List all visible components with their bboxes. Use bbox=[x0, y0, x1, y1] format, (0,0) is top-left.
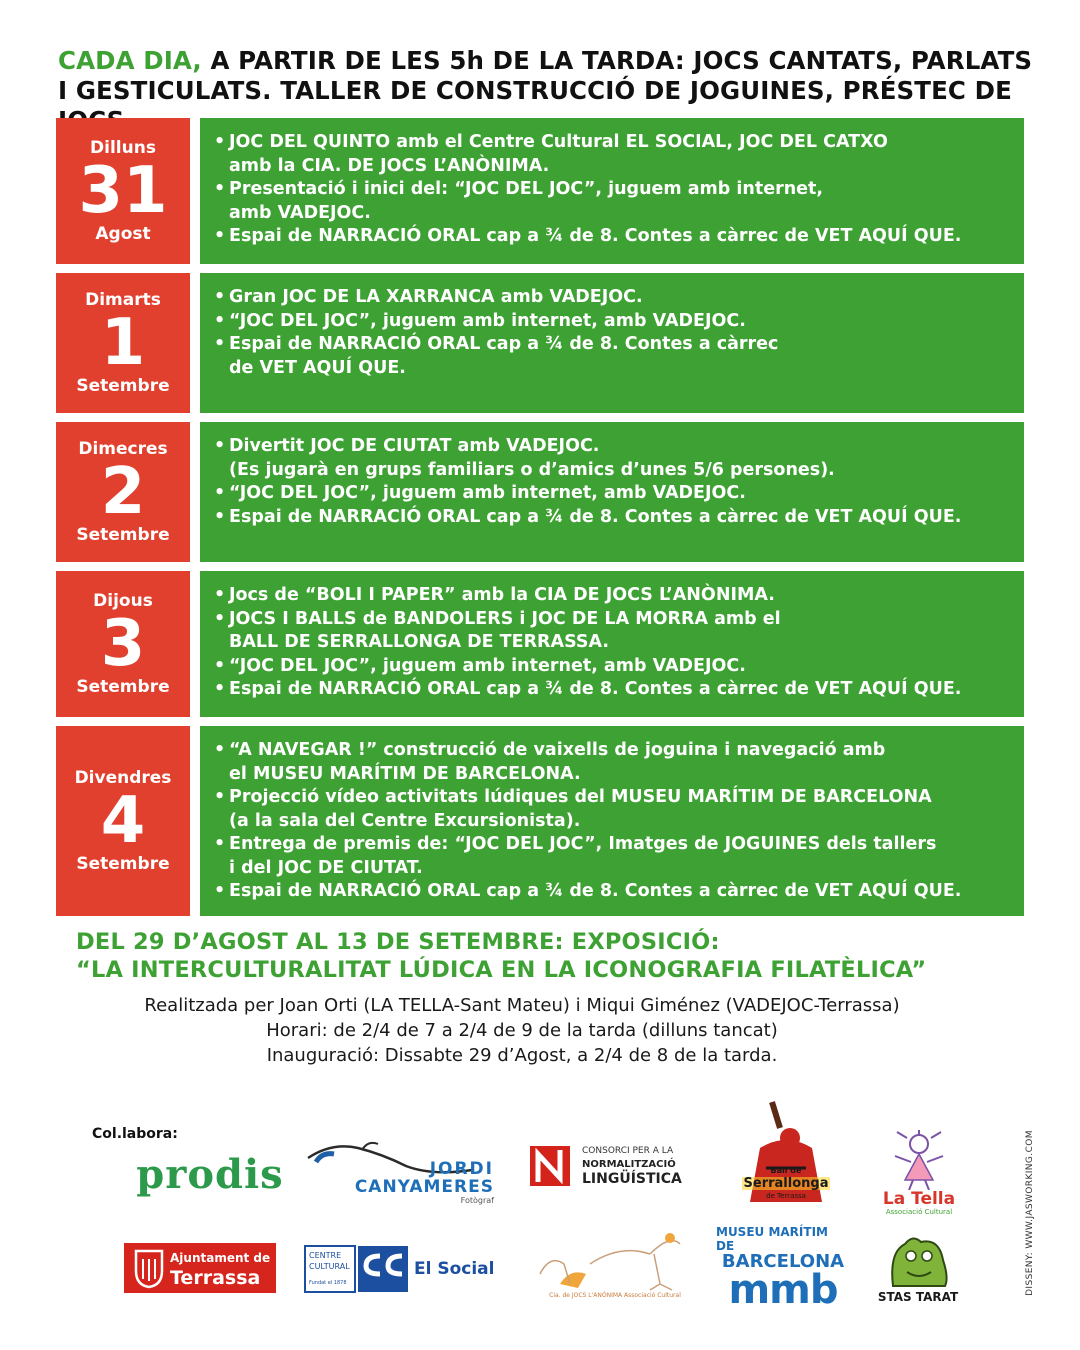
day-number: 3 bbox=[100, 607, 146, 681]
event-item bbox=[214, 482, 1010, 506]
prodis-logo: prodis bbox=[136, 1150, 284, 1198]
collaborators-label: Col.labora: bbox=[92, 1126, 178, 1142]
exhibition-dates: DEL 29 D’AGOST AL 13 DE SETEMBRE: EXPOSICIÓ: bbox=[76, 929, 720, 955]
bullet-icon: • bbox=[214, 787, 226, 807]
day-number: 2 bbox=[100, 455, 146, 529]
cpnl-mark-icon bbox=[530, 1142, 576, 1188]
event-text: Espai de NARRACIÓ ORAL cap a ¾ de 8. Contes a càrrec de VET AQUÍ QUE. bbox=[229, 881, 962, 901]
exhibition-info bbox=[72, 993, 972, 1068]
museu-maritim-logo: MUSEU MARÍTIM DE BARCELONA mmb bbox=[716, 1225, 845, 1313]
day-row bbox=[56, 726, 1024, 916]
header-text: A PARTIR DE LES 5h DE LA TARDA: JOCS CANTATS, PARLATS I GESTICULATS. TALLER DE CONSTRUCCIÓ DE JOGUINES, PRÉSTEC DE bbox=[58, 46, 1033, 105]
event-text: Presentació i inici del: “JOC DEL JOC”, juguem amb internet, amb VADEJOC. bbox=[229, 179, 824, 223]
events-list bbox=[200, 422, 1024, 562]
event-text: Divertit JOC DE CIUTAT amb VADEJOC. (Es jugarà en grups familiars o d’amics d’unes 5/6 persones). bbox=[229, 436, 835, 480]
monster-icon bbox=[883, 1232, 953, 1290]
bullet-icon: • bbox=[214, 287, 226, 307]
month-name: Setembre bbox=[76, 854, 170, 874]
event-item bbox=[214, 880, 1010, 904]
event-text: JOCS I BALLS de BANDOLERS i JOC DE LA MORRA amb el BALL DE SERRALLONGA DE TERRASSA. bbox=[229, 608, 781, 652]
bullet-icon: • bbox=[214, 334, 226, 354]
bullet-icon: • bbox=[214, 740, 226, 760]
cpnl-logo: CONSORCI PER A LA NORMALITZACIÓ LINGÜÍSTICA bbox=[530, 1140, 710, 1190]
event-item bbox=[214, 435, 1010, 482]
bullet-icon: • bbox=[214, 585, 226, 605]
event-item bbox=[214, 225, 1010, 249]
exhibition-opening: Inauguració: Dissabte 29 d’Agost, a 2/4 de 8 de la tarda. bbox=[266, 1045, 778, 1066]
event-text: Gran JOC DE LA XARRANCA amb VADEJOC. bbox=[229, 287, 643, 307]
ajuntament-terrassa-logo: Ajuntament de Terrassa bbox=[124, 1243, 276, 1293]
event-text: “JOC DEL JOC”, juguem amb internet, amb VADEJOC. bbox=[229, 483, 746, 503]
event-text: Espai de NARRACIÓ ORAL cap a ¾ de 8. Contes a càrrec de VET AQUÍ QUE. bbox=[229, 334, 779, 378]
month-name: Setembre bbox=[76, 677, 170, 697]
event-text: “A NAVEGAR !” construcció de vaixells de joguina i navegació amb el MUSEU MARÍTIM DE BARCELONA. bbox=[229, 740, 886, 784]
event-item bbox=[214, 333, 1010, 380]
month-name: Setembre bbox=[76, 376, 170, 396]
day-of-week: Dijous bbox=[93, 591, 153, 611]
bullet-icon: • bbox=[214, 310, 226, 331]
day-of-week: Divendres bbox=[74, 768, 172, 788]
bullet-icon: • bbox=[214, 179, 226, 199]
bullet-icon: • bbox=[214, 506, 226, 527]
month-name: Setembre bbox=[76, 525, 170, 545]
bullet-icon: • bbox=[214, 881, 226, 901]
event-item bbox=[214, 506, 1010, 530]
event-item bbox=[214, 131, 1010, 178]
day-number: 31 bbox=[78, 154, 168, 228]
bullet-icon: • bbox=[214, 483, 226, 503]
day-number: 4 bbox=[100, 784, 146, 858]
stas-tarat-logo: STAS TARAT bbox=[870, 1228, 966, 1308]
day-row bbox=[56, 422, 1024, 562]
day-row bbox=[56, 571, 1024, 717]
exhibition-hours: Horari: de 2/4 de 7 a 2/4 de 9 de la tarda (dilluns tancat) bbox=[266, 1020, 778, 1041]
jordi-canyameres-logo: JORDI CANYAMERES Fotògraf bbox=[302, 1136, 498, 1208]
day-of-week: Dilluns bbox=[90, 138, 156, 158]
event-item bbox=[214, 310, 1010, 334]
events-list bbox=[200, 273, 1024, 413]
bullet-icon: • bbox=[214, 608, 226, 629]
event-item bbox=[214, 286, 1010, 310]
events-list bbox=[200, 571, 1024, 717]
event-item bbox=[214, 833, 1010, 880]
date-box bbox=[56, 118, 190, 264]
event-text: Espai de NARRACIÓ ORAL cap a ¾ de 8. Contes a càrrec de VET AQUÍ QUE. bbox=[229, 679, 962, 699]
bullet-icon: • bbox=[214, 226, 226, 246]
header-accent: CADA DIA, bbox=[58, 46, 202, 75]
day-number: 1 bbox=[100, 306, 146, 380]
doll-icon bbox=[889, 1130, 949, 1190]
day-row bbox=[56, 118, 1024, 264]
event-text: “JOC DEL JOC”, juguem amb internet, amb VADEJOC. bbox=[229, 310, 746, 331]
event-item bbox=[214, 678, 1010, 702]
exhibition-title: “LA INTERCULTURALITAT LÚDICA EN LA ICONOGRAFIA FILATÈLICA” bbox=[76, 957, 927, 983]
schedule bbox=[56, 118, 1024, 925]
date-box bbox=[56, 422, 190, 562]
day-of-week: Dimecres bbox=[78, 439, 168, 459]
cc-mark-icon bbox=[358, 1244, 408, 1294]
event-text: Projecció vídeo activitats lúdiques del MUSEU MARÍTIM DE BARCELONA (a la sala del Centre Excursionista). bbox=[229, 787, 932, 831]
event-item bbox=[214, 584, 1010, 608]
juggler-drawing-icon bbox=[530, 1224, 700, 1294]
events-list bbox=[200, 118, 1024, 264]
event-item bbox=[214, 786, 1010, 833]
exhibition-authors: Realitzada per Joan Orti (LA TELLA-Sant Mateu) i Miqui Giménez (VADEJOC-Terrassa) bbox=[144, 995, 900, 1016]
event-text: Entrega de premis de: “JOC DEL JOC”, Imatges de JOGUINES dels tallers i del JOC DE CIUTAT. bbox=[229, 834, 937, 878]
event-text: “JOC DEL JOC”, juguem amb internet, amb VADEJOC. bbox=[229, 655, 746, 676]
events-list bbox=[200, 726, 1024, 916]
month-name: Agost bbox=[95, 224, 151, 244]
exhibition bbox=[76, 928, 1036, 1068]
event-text: Espai de NARRACIÓ ORAL cap a ¾ de 8. Contes a càrrec de VET AQUÍ QUE. bbox=[229, 506, 962, 527]
event-text: JOC DEL QUINTO amb el Centre Cultural EL SOCIAL, JOC DEL CATXO amb la CIA. DE JOCS L’ANÒNIMA. bbox=[229, 132, 888, 176]
event-item bbox=[214, 608, 1010, 655]
date-box bbox=[56, 273, 190, 413]
day-of-week: Dimarts bbox=[85, 290, 161, 310]
bullet-icon: • bbox=[214, 436, 226, 456]
event-item bbox=[214, 655, 1010, 679]
day-row bbox=[56, 273, 1024, 413]
bullet-icon: • bbox=[214, 132, 226, 152]
event-item bbox=[214, 739, 1010, 786]
cia-jocs-anonima-logo: Cia. de JOCS L'ANÒNIMA Associació Cultural bbox=[530, 1224, 700, 1306]
date-box bbox=[56, 726, 190, 916]
design-credit: DISSENY: WWW.JASWORKING.COM bbox=[1025, 1130, 1035, 1296]
bullet-icon: • bbox=[214, 834, 226, 854]
event-item bbox=[214, 178, 1010, 225]
city-shield-icon bbox=[132, 1247, 166, 1289]
bullet-icon: • bbox=[214, 679, 226, 699]
event-text: Espai de NARRACIÓ ORAL cap a ¾ de 8. Contes a càrrec de VET AQUÍ QUE. bbox=[229, 226, 962, 246]
el-social-logo: CENTRE CULTURAL Fundat el 1878 El Social bbox=[304, 1242, 504, 1296]
serrallonga-logo: Ball de Serrallonga de Terrassa bbox=[742, 1098, 830, 1210]
bullet-icon: • bbox=[214, 655, 226, 676]
la-tella-logo: La Tella Associació Cultural bbox=[874, 1126, 964, 1220]
event-text: Jocs de “BOLI I PAPER” amb la CIA DE JOCS L’ANÒNIMA. bbox=[229, 585, 775, 605]
date-box bbox=[56, 571, 190, 717]
